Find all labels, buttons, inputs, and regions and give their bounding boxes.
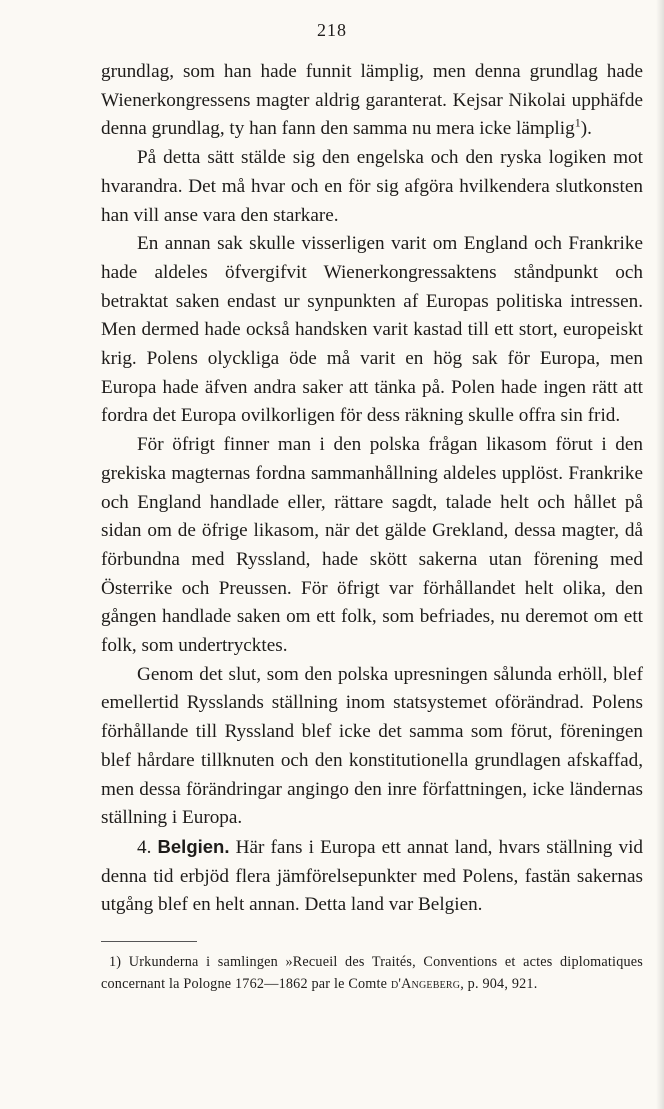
section-paragraph	[101, 833, 643, 920]
footnote-marker: 1)	[109, 954, 122, 970]
footnote-pages: , p. 904, 921.	[460, 976, 538, 992]
section-heading: Belgien.	[157, 835, 230, 857]
body-text	[101, 58, 643, 920]
footnote-divider	[101, 941, 197, 942]
paragraph: För öfrigt finner man i den polska frågan likasom förut i den grekiska magternas fordna sammanhållning aldeles upplöst. Frankrike och England handlade eller, rättare sagdt, talade helt och hållet på sidan om de öfrige likasom, när det gälde Grekland, dessa magter, då förbundna med Ryssland, hade skött sakerna utan förening med Österrike och Preussen. För öfrigt var förhållandet helt olika, den gången handlade saken om ett folk, som befriades, nu deremot om ett folk, som undertrycktes.	[101, 434, 643, 657]
paragraph-text: grundlag, som han hade funnit lämplig, men denna grundlag hade Wienerkongressens magter aldrig garanterat. Kejsar Nikolai upphäfde denna grundlag, ty han fann den samma nu mera icke lämplig	[101, 61, 643, 140]
footnote-text: Urkunderna i samlingen »Recueil des Traités, Conventions et actes diplomatiques concernant la Pologne 1762—1862 par le Comte	[101, 954, 643, 992]
paragraph-text-end: ).	[580, 118, 592, 140]
footnote-reference: 1	[574, 116, 581, 131]
paragraph-continuation	[101, 58, 643, 144]
paragraph-text: Här fans i Europa ett annat land, hvars ställning vid denna tid erbjöd flera jämförelsepunkter med Polens, fastän sakernas utgång blef en helt annan. Detta land var Belgien.	[101, 836, 644, 916]
footnote	[101, 951, 643, 995]
page-edge-shadow	[656, 0, 664, 1109]
paragraph: Genom det slut, som den polska upresningen sålunda erhöll, blef emellertid Rysslands ställning inom statsystemet oförändrad. Polens förhållande till Ryssland blef icke det samma som förut, föreningen blef hårdare tillknuten och den konstitutionella grundlagen afskaffad, men dessa förändringar angingo den inre författningen, icke ländernas ställning i Europa.	[101, 663, 643, 829]
section-number: 4.	[137, 836, 152, 858]
page-number: 218	[317, 20, 347, 40]
paragraph: En annan sak skulle visserligen varit om England och Frankrike hade aldeles öfvergifvit Wienerkongressaktens ståndpunkt och betraktat saken endast ur synpunkten af Europas politiska intressen. Men dermed hade också handsken varit kastad till ett stort, europeiskt krig. Polens olyckliga öde må varit en hög sak för Europa, men Europa hade äfven andra saker att tänka på. Polen hade ingen rätt att fordra det Europa ovilkorligen för dess räkning skulle offra sin frid.	[101, 233, 643, 427]
paragraph: På detta sätt stälde sig den engelska och den ryska logiken mot hvarandra. Det må hvar och en för sig afgöra hvilkendera slutkonsten han vill anse vara den starkare.	[101, 147, 643, 226]
footnote-author: d'Angeberg	[390, 976, 461, 992]
